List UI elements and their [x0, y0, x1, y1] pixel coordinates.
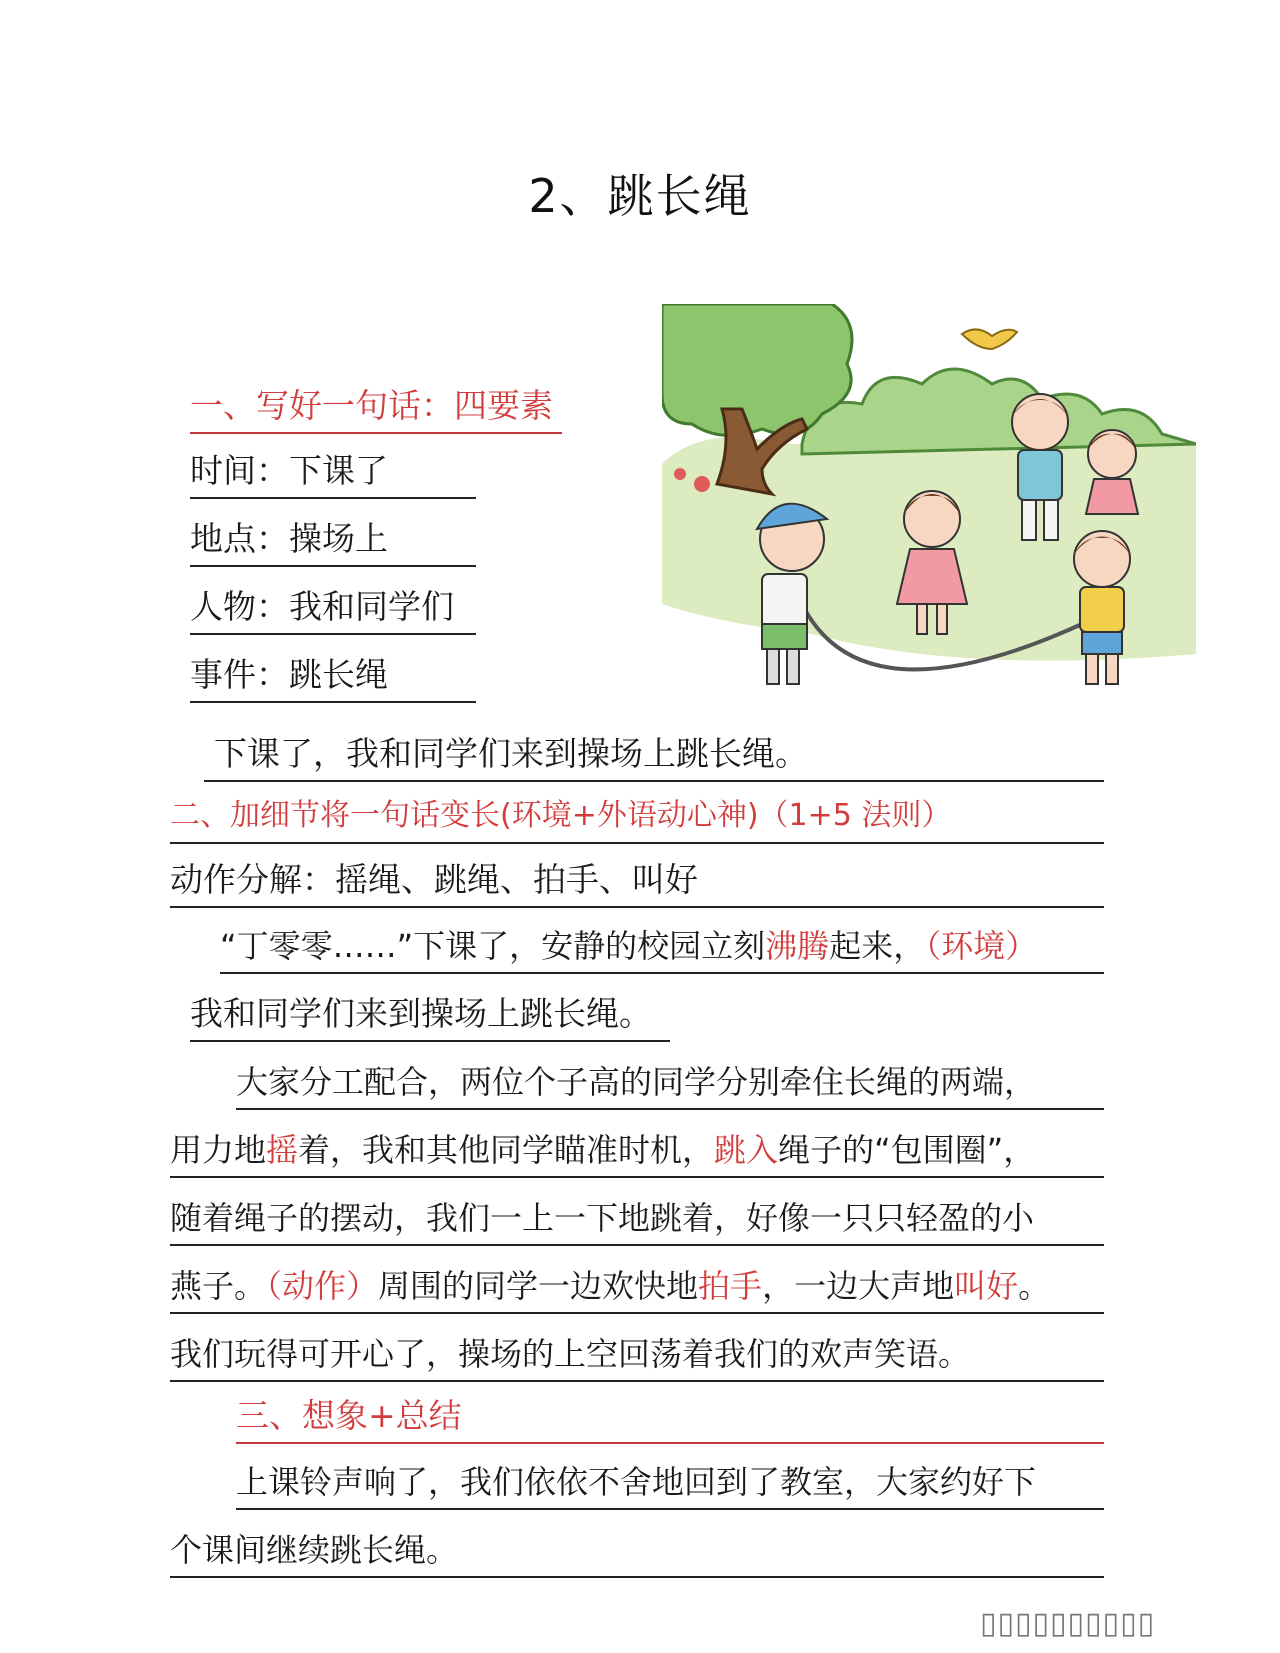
field-value: 我和同学们 [289, 587, 454, 626]
paragraph2-line5: 我们玩得可开心了，操场的上空回荡着我们的欢声笑语。 [170, 1330, 1104, 1382]
text-run: 燕子。 [170, 1267, 267, 1305]
highlight-word: 摇 [266, 1131, 299, 1169]
breakdown-label: 动作分解： [170, 860, 335, 899]
page-title: 2、跳长绳 [528, 169, 752, 223]
flower-icon [674, 468, 686, 480]
paragraph1-line1 [220, 922, 1104, 974]
bushes [802, 369, 1196, 454]
text-run: 起来， [829, 927, 926, 965]
breakdown-items: 摇绳、跳绳、拍手、叫好 [335, 860, 698, 899]
highlight-word: 跳入 [714, 1131, 779, 1169]
annotation-tag: （环境） [925, 927, 1038, 965]
conclusion-line1: 上课铃声响了，我们依依不舍地回到了教室，大家约好下 [236, 1458, 1104, 1510]
boy-holding-rope [1074, 531, 1130, 684]
text-run: “丁零零……”下课了，安静的校园立刻 [220, 927, 766, 965]
highlight-word: 沸腾 [765, 927, 830, 965]
field-people [190, 583, 476, 635]
field-label: 地点： [190, 519, 289, 558]
flower-icon [694, 476, 710, 492]
breakdown-line [170, 856, 1104, 908]
highlight-word: 叫好 [954, 1267, 1019, 1305]
sentence-line: 下课了，我和同学们来到操场上跳长绳。 [204, 730, 1104, 782]
field-value: 下课了 [289, 451, 388, 490]
bird-icon [962, 329, 1017, 349]
paragraph2-line3: 随着绳子的摆动，我们一上一下地跳着，好像一只只轻盈的小 [170, 1194, 1104, 1246]
field-label: 时间： [190, 451, 289, 490]
field-label: 事件： [190, 655, 289, 694]
section3-heading: 三、想象+总结 [236, 1392, 1104, 1444]
paragraph2-line2 [170, 1126, 1104, 1178]
paragraph1-line2: 我和同学们来到操场上跳长绳。 [190, 990, 670, 1042]
field-value: 操场上 [289, 519, 388, 558]
text-run: ，一边大声地 [762, 1267, 955, 1305]
footer-mark: ▯▯▯▯▯▯▯▯▯▯ [980, 1606, 1156, 1641]
text-run: 用力地 [170, 1131, 267, 1169]
field-label: 人物： [190, 587, 289, 626]
text-run: 周围的同学一边欢快地 [378, 1267, 699, 1305]
paragraph2-line4 [170, 1262, 1104, 1314]
section1-heading: 一、写好一句话：四要素 [190, 382, 562, 434]
field-time [190, 447, 476, 499]
section2-heading: 二、加细节将一句话变长(环境+外语动心神)（1+5 法则） [170, 792, 1104, 844]
highlight-word: 拍手 [698, 1267, 763, 1305]
text-run: 。 [1018, 1267, 1051, 1305]
paragraph2-line1: 大家分工配合，两位个子高的同学分别牵住长绳的两端， [236, 1058, 1104, 1110]
text-run: 绳子的“包围圈”， [778, 1131, 1036, 1169]
field-value: 跳长绳 [289, 655, 388, 694]
annotation-tag: （动作） [266, 1267, 379, 1305]
field-event [190, 651, 476, 703]
text-run: 着，我和其他同学瞄准时机， [298, 1131, 715, 1169]
conclusion-line2: 个课间继续跳长绳。 [170, 1526, 1104, 1578]
jump-rope-illustration [662, 304, 1196, 714]
field-place [190, 515, 476, 567]
